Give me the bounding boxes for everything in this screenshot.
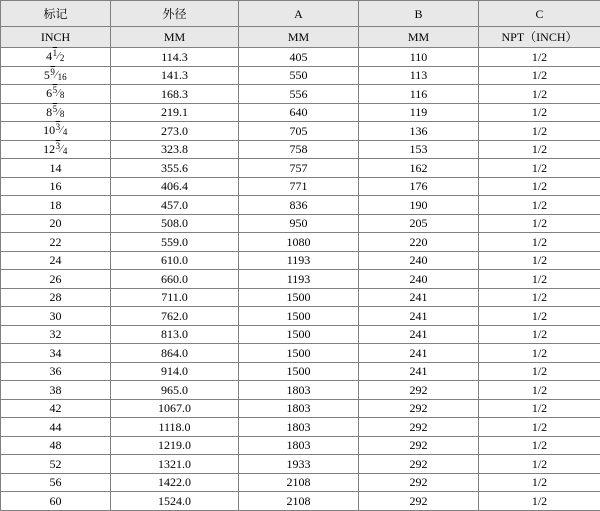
cell-outer-diameter: 323.8 bbox=[111, 140, 239, 159]
inch-whole: 28 bbox=[50, 290, 62, 304]
inch-whole: 4 bbox=[46, 49, 52, 63]
inch-whole: 8 bbox=[46, 105, 52, 119]
table-row bbox=[1, 196, 600, 215]
cell-outer-diameter: 355.6 bbox=[111, 159, 239, 178]
cell-inch bbox=[1, 85, 111, 104]
inch-whole: 22 bbox=[50, 235, 62, 249]
table-header-row-primary bbox=[1, 1, 600, 27]
inch-whole: 32 bbox=[50, 327, 62, 341]
cell-a: 1500 bbox=[239, 325, 359, 344]
cell-c: 1/2 bbox=[479, 85, 600, 104]
table-row bbox=[1, 344, 600, 363]
cell-inch bbox=[1, 288, 111, 307]
cell-b: 292 bbox=[359, 455, 479, 474]
cell-c: 1/2 bbox=[479, 455, 600, 474]
cell-b: 292 bbox=[359, 436, 479, 455]
inch-whole: 34 bbox=[50, 346, 62, 360]
cell-a: 1500 bbox=[239, 307, 359, 326]
cell-c: 1/2 bbox=[479, 233, 600, 252]
cell-outer-diameter: 914.0 bbox=[111, 362, 239, 381]
cell-b: 113 bbox=[359, 66, 479, 85]
cell-outer-diameter: 813.0 bbox=[111, 325, 239, 344]
cell-c: 1/2 bbox=[479, 288, 600, 307]
cell-a: 1080 bbox=[239, 233, 359, 252]
inch-whole: 52 bbox=[50, 457, 62, 471]
column-header-outer-diameter: 外径 bbox=[111, 1, 239, 27]
inch-fraction-denominator: 4 bbox=[62, 146, 68, 156]
cell-b: 190 bbox=[359, 196, 479, 215]
cell-a: 1500 bbox=[239, 362, 359, 381]
table-row bbox=[1, 233, 600, 252]
cell-inch bbox=[1, 233, 111, 252]
cell-b: 176 bbox=[359, 177, 479, 196]
table-row bbox=[1, 381, 600, 400]
cell-c: 1/2 bbox=[479, 381, 600, 400]
table-body bbox=[1, 48, 600, 511]
cell-outer-diameter: 1067.0 bbox=[111, 399, 239, 418]
inch-whole: 10 bbox=[43, 123, 55, 137]
cell-inch bbox=[1, 48, 111, 67]
cell-outer-diameter: 762.0 bbox=[111, 307, 239, 326]
inch-whole: 18 bbox=[50, 198, 62, 212]
cell-b: 292 bbox=[359, 492, 479, 511]
cell-c: 1/2 bbox=[479, 270, 600, 289]
cell-c: 1/2 bbox=[479, 66, 600, 85]
cell-c: 1/2 bbox=[479, 399, 600, 418]
cell-outer-diameter: 406.4 bbox=[111, 177, 239, 196]
table-row bbox=[1, 307, 600, 326]
cell-c: 1/2 bbox=[479, 307, 600, 326]
cell-a: 705 bbox=[239, 122, 359, 141]
inch-fraction bbox=[55, 126, 68, 136]
cell-a: 2108 bbox=[239, 473, 359, 492]
cell-a: 1803 bbox=[239, 418, 359, 437]
inch-fraction-slash: ⁄ bbox=[61, 144, 63, 155]
cell-b: 241 bbox=[359, 325, 479, 344]
cell-outer-diameter: 1118.0 bbox=[111, 418, 239, 437]
table-row bbox=[1, 325, 600, 344]
inch-whole: 38 bbox=[50, 383, 62, 397]
inch-fraction-slash: ⁄ bbox=[58, 88, 60, 99]
inch-fraction-numerator: 1 bbox=[52, 48, 58, 58]
inch-fraction-slash: ⁄ bbox=[58, 51, 60, 62]
cell-a: 405 bbox=[239, 48, 359, 67]
cell-a: 640 bbox=[239, 103, 359, 122]
cell-outer-diameter: 273.0 bbox=[111, 122, 239, 141]
cell-c: 1/2 bbox=[479, 48, 600, 67]
cell-outer-diameter: 1524.0 bbox=[111, 492, 239, 511]
inch-fraction-denominator: 2 bbox=[59, 53, 65, 63]
cell-b: 220 bbox=[359, 233, 479, 252]
table-row bbox=[1, 177, 600, 196]
cell-outer-diameter: 168.3 bbox=[111, 85, 239, 104]
cell-c: 1/2 bbox=[479, 140, 600, 159]
unit-header-inch: INCH bbox=[1, 27, 111, 48]
table-row bbox=[1, 66, 600, 85]
table-row bbox=[1, 122, 600, 141]
cell-outer-diameter: 1321.0 bbox=[111, 455, 239, 474]
cell-b: 119 bbox=[359, 103, 479, 122]
column-header-b: B bbox=[359, 1, 479, 27]
cell-outer-diameter: 457.0 bbox=[111, 196, 239, 215]
cell-c: 1/2 bbox=[479, 159, 600, 178]
cell-b: 110 bbox=[359, 48, 479, 67]
inch-fraction-numerator: 3 bbox=[55, 122, 61, 132]
table-row bbox=[1, 492, 600, 511]
inch-fraction-numerator: 9 bbox=[50, 67, 56, 77]
table-header-row-units bbox=[1, 27, 600, 48]
cell-c: 1/2 bbox=[479, 103, 600, 122]
cell-a: 1803 bbox=[239, 436, 359, 455]
cell-a: 1933 bbox=[239, 455, 359, 474]
table-row bbox=[1, 288, 600, 307]
inch-whole: 20 bbox=[50, 216, 62, 230]
inch-fraction-numerator: 5 bbox=[52, 85, 58, 95]
cell-outer-diameter: 965.0 bbox=[111, 381, 239, 400]
table-row bbox=[1, 436, 600, 455]
cell-b: 241 bbox=[359, 288, 479, 307]
cell-b: 240 bbox=[359, 270, 479, 289]
cell-b: 241 bbox=[359, 307, 479, 326]
inch-fraction bbox=[55, 145, 68, 155]
cell-outer-diameter: 219.1 bbox=[111, 103, 239, 122]
inch-fraction-numerator: 3 bbox=[55, 141, 61, 151]
cell-outer-diameter: 1219.0 bbox=[111, 436, 239, 455]
cell-inch bbox=[1, 122, 111, 141]
inch-whole: 26 bbox=[50, 272, 62, 286]
column-header-c: C bbox=[479, 1, 600, 27]
cell-c: 1/2 bbox=[479, 418, 600, 437]
table-row bbox=[1, 103, 600, 122]
cell-b: 162 bbox=[359, 159, 479, 178]
cell-a: 836 bbox=[239, 196, 359, 215]
inch-whole: 14 bbox=[50, 161, 62, 175]
inch-whole: 30 bbox=[50, 309, 62, 323]
cell-inch bbox=[1, 307, 111, 326]
cell-outer-diameter: 864.0 bbox=[111, 344, 239, 363]
inch-fraction-numerator: 5 bbox=[52, 104, 58, 114]
inch-whole: 56 bbox=[50, 475, 62, 489]
cell-inch bbox=[1, 159, 111, 178]
table-row bbox=[1, 214, 600, 233]
cell-a: 556 bbox=[239, 85, 359, 104]
inch-fraction-slash: ⁄ bbox=[55, 70, 57, 81]
unit-header-mm-a: MM bbox=[239, 27, 359, 48]
cell-inch bbox=[1, 103, 111, 122]
unit-header-npt-inch: NPT（INCH） bbox=[479, 27, 600, 48]
inch-whole: 5 bbox=[44, 68, 50, 82]
table-row bbox=[1, 85, 600, 104]
cell-inch bbox=[1, 418, 111, 437]
table-row bbox=[1, 399, 600, 418]
inch-whole: 60 bbox=[50, 494, 62, 508]
cell-inch bbox=[1, 455, 111, 474]
inch-fraction-slash: ⁄ bbox=[58, 107, 60, 118]
cell-c: 1/2 bbox=[479, 492, 600, 511]
inch-whole: 24 bbox=[50, 253, 62, 267]
inch-whole: 44 bbox=[50, 420, 62, 434]
inch-fraction-denominator: 4 bbox=[62, 127, 68, 137]
cell-b: 116 bbox=[359, 85, 479, 104]
cell-a: 950 bbox=[239, 214, 359, 233]
cell-inch bbox=[1, 344, 111, 363]
unit-header-mm-od: MM bbox=[111, 27, 239, 48]
cell-c: 1/2 bbox=[479, 344, 600, 363]
cell-outer-diameter: 1422.0 bbox=[111, 473, 239, 492]
inch-fraction-denominator: 8 bbox=[59, 90, 65, 100]
table-row bbox=[1, 159, 600, 178]
inch-fraction-slash: ⁄ bbox=[61, 125, 63, 136]
cell-inch bbox=[1, 177, 111, 196]
cell-c: 1/2 bbox=[479, 362, 600, 381]
cell-a: 1193 bbox=[239, 270, 359, 289]
table-row bbox=[1, 48, 600, 67]
cell-c: 1/2 bbox=[479, 473, 600, 492]
cell-a: 771 bbox=[239, 177, 359, 196]
cell-inch bbox=[1, 66, 111, 85]
cell-b: 292 bbox=[359, 399, 479, 418]
cell-inch bbox=[1, 473, 111, 492]
cell-c: 1/2 bbox=[479, 436, 600, 455]
cell-outer-diameter: 610.0 bbox=[111, 251, 239, 270]
cell-inch bbox=[1, 436, 111, 455]
cell-inch bbox=[1, 196, 111, 215]
inch-fraction bbox=[52, 52, 65, 62]
cell-a: 1803 bbox=[239, 399, 359, 418]
cell-inch bbox=[1, 325, 111, 344]
inch-whole: 36 bbox=[50, 364, 62, 378]
cell-a: 550 bbox=[239, 66, 359, 85]
cell-c: 1/2 bbox=[479, 214, 600, 233]
cell-b: 240 bbox=[359, 251, 479, 270]
cell-b: 292 bbox=[359, 473, 479, 492]
cell-a: 758 bbox=[239, 140, 359, 159]
cell-a: 2108 bbox=[239, 492, 359, 511]
cell-b: 205 bbox=[359, 214, 479, 233]
cell-b: 241 bbox=[359, 362, 479, 381]
table-row bbox=[1, 362, 600, 381]
table-row bbox=[1, 251, 600, 270]
cell-inch bbox=[1, 270, 111, 289]
cell-outer-diameter: 711.0 bbox=[111, 288, 239, 307]
column-header-mark: 标记 bbox=[1, 1, 111, 27]
inch-whole: 12 bbox=[43, 142, 55, 156]
cell-a: 1500 bbox=[239, 344, 359, 363]
table-row bbox=[1, 473, 600, 492]
cell-inch bbox=[1, 251, 111, 270]
cell-inch bbox=[1, 399, 111, 418]
table-row bbox=[1, 455, 600, 474]
cell-c: 1/2 bbox=[479, 177, 600, 196]
cell-outer-diameter: 559.0 bbox=[111, 233, 239, 252]
cell-c: 1/2 bbox=[479, 325, 600, 344]
cell-inch bbox=[1, 140, 111, 159]
inch-whole: 48 bbox=[50, 438, 62, 452]
cell-a: 1500 bbox=[239, 288, 359, 307]
cell-outer-diameter: 660.0 bbox=[111, 270, 239, 289]
inch-fraction bbox=[50, 71, 67, 81]
cell-outer-diameter: 114.3 bbox=[111, 48, 239, 67]
cell-outer-diameter: 141.3 bbox=[111, 66, 239, 85]
table-row bbox=[1, 140, 600, 159]
inch-fraction bbox=[52, 89, 65, 99]
cell-a: 1193 bbox=[239, 251, 359, 270]
cell-b: 153 bbox=[359, 140, 479, 159]
table-row bbox=[1, 270, 600, 289]
inch-fraction-denominator: 8 bbox=[59, 109, 65, 119]
table-row bbox=[1, 418, 600, 437]
inch-whole: 6 bbox=[46, 86, 52, 100]
cell-c: 1/2 bbox=[479, 122, 600, 141]
cell-inch bbox=[1, 492, 111, 511]
inch-whole: 42 bbox=[50, 401, 62, 415]
cell-c: 1/2 bbox=[479, 196, 600, 215]
cell-inch bbox=[1, 214, 111, 233]
table-header bbox=[1, 1, 600, 48]
inch-fraction-denominator: 16 bbox=[57, 72, 67, 82]
column-header-a: A bbox=[239, 1, 359, 27]
inch-whole: 16 bbox=[50, 179, 62, 193]
cell-b: 136 bbox=[359, 122, 479, 141]
cell-outer-diameter: 508.0 bbox=[111, 214, 239, 233]
cell-b: 292 bbox=[359, 418, 479, 437]
cell-a: 757 bbox=[239, 159, 359, 178]
cell-b: 241 bbox=[359, 344, 479, 363]
cell-b: 292 bbox=[359, 381, 479, 400]
cell-a: 1803 bbox=[239, 381, 359, 400]
unit-header-mm-b: MM bbox=[359, 27, 479, 48]
cell-inch bbox=[1, 381, 111, 400]
cell-c: 1/2 bbox=[479, 251, 600, 270]
inch-fraction bbox=[52, 108, 65, 118]
cell-inch bbox=[1, 362, 111, 381]
